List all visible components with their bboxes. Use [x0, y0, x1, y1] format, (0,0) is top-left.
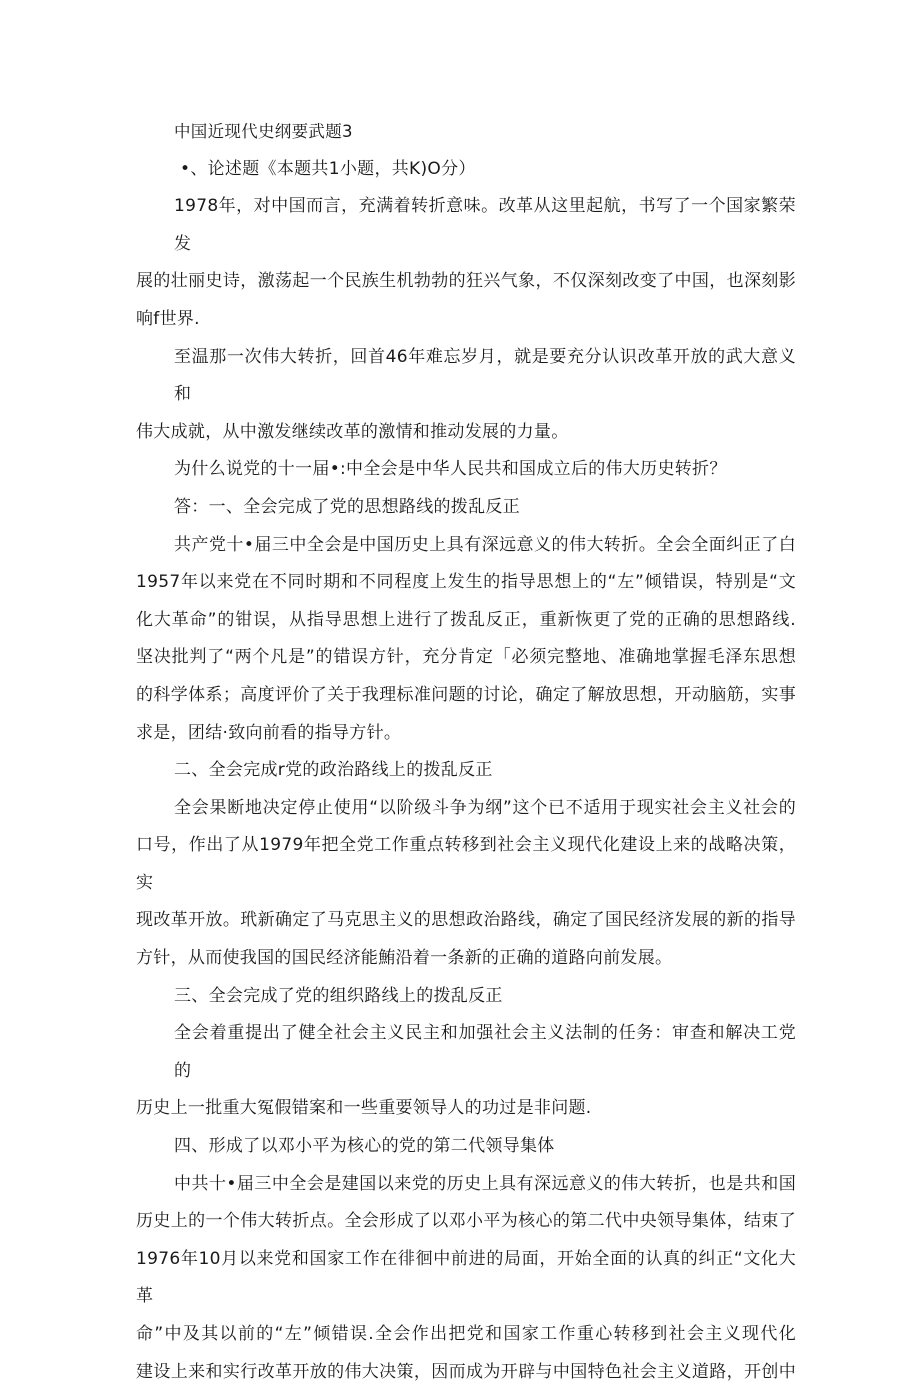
document-body	[136, 113, 796, 1391]
paragraph-line: 全会果断地决定停止使用“以阶级斗争为纲”这个已不适用于现实社会主义社会的	[174, 797, 796, 818]
paragraph-line: 1976年10月以来党和国家工作在徘徊中前进的局面，开始全面的认真的纠正“文化大革	[136, 1248, 796, 1307]
answer-heading	[136, 1128, 796, 1166]
paragraph-line: 至温那一次伟大转折，回首46年难忘岁月，就是要充分认识改革开放的武大意义和	[174, 346, 796, 405]
paragraph-line: 现改革开放。玳新确定了马克思主义的思想政治路线，确定了国民经济发展的新的指导	[136, 910, 796, 931]
heading-line: 三、全会完成了党的组织路线上的拨乱反正	[174, 985, 503, 1006]
paragraph-line: 的科学体系；高度评价了关于我理标准问题的讨论，确定了解放思想，开动脑筋，实事	[136, 684, 796, 705]
document-title: 中国近现代史纲要武题3	[174, 122, 353, 141]
paragraph-line: 历史上一批重大冤假错案和一些重要领导人的功过是非问题.	[136, 1098, 592, 1119]
paragraph-line: 求是，团结·致向前看的指导方针。	[136, 722, 402, 743]
paragraph-line: 全会着重提出了健全社会主义民主和加强社会主义法制的任务：审查和解决工党的	[174, 1023, 796, 1081]
answer-heading	[136, 752, 796, 790]
answer-heading	[136, 489, 796, 527]
paragraph-line: 方针，从而使我国的国民经济能鮪沿着一条新的正确的道路向前发展。	[136, 948, 673, 969]
paragraph-line: 响f世界.	[136, 308, 200, 329]
paragraph-line: 共产党十•届三中全会是中国历史上具有深远意义的伟大转折。全会全面纠正了白	[174, 534, 796, 555]
paragraph	[136, 1166, 796, 1391]
heading-line: 二、全会完成r党的政治路线上的拨乱反正	[174, 760, 493, 781]
paragraph	[136, 527, 796, 753]
question-line: 为什么说党的十一届•:中全会是中华人民共和国成立后的伟大历史转折？	[174, 459, 727, 480]
paragraph-line: 展的壮丽史诗，激荡起一个民族生机勃勃的狂兴气象，不仅深刻改变了中国，也深刻影	[136, 271, 796, 292]
heading-line: 四、形成了以邓小平为核心的党的第二代领导集体	[174, 1136, 555, 1157]
paragraph-line: 坚决批判了“两个凡是”的错误方针，充分肯定「必须完整地、准确地掌握毛泽东思想	[136, 647, 796, 668]
question	[136, 451, 796, 489]
paragraph	[136, 339, 796, 452]
answer-heading	[136, 978, 796, 1016]
heading-line: 答：一、全会完成了党的思想路线的拨乱反正	[174, 496, 520, 517]
paragraph-line: 化大革命”的钳误，从指导思想上进行了拨乱反正，重新恢更了党的正确的思想路线.	[136, 609, 796, 630]
paragraph-line: 历史上的一个伟大转折点。全会形成了以邓小平为核心的第二代中央领导集体，结束了	[136, 1211, 796, 1232]
paragraph-line: 中共十•届三中全会是建国以来党的历史上具有深远意义的伟大转折，也是共和国	[174, 1173, 796, 1194]
paragraph-line: 命”中及其以前的“左”倾错误.全会作出把党和国家工作重心转移到社会主义现代化	[136, 1324, 796, 1344]
paragraph-line: 建设上来和实行改革开放的伟大决策，因而成为开辟与中国特色社会主义道路，开创中	[136, 1361, 796, 1382]
paragraph-line: 口号，作出了从1979年把全党工作重点转移到社会主义现代化建设上来的战略决策，实	[136, 835, 796, 893]
section-header: •、论述题《本题共1小题，共K)O分）	[180, 158, 476, 179]
paragraph	[136, 790, 796, 978]
paragraph	[136, 188, 796, 338]
paragraph-line: 伟大成就，从中激发继续改革的激情和推动发展的力量。	[136, 421, 569, 442]
paragraph-line: 1957年以来党在不同时期和不同程度上发生的指导思想上的“左”倾错误，特别是“文	[136, 572, 796, 593]
paragraph	[136, 1015, 796, 1128]
paragraph-line: 1978年，对中国而言，充满着转折意味。改革从这里起航，书写了一个国家繁荣发	[174, 196, 796, 254]
